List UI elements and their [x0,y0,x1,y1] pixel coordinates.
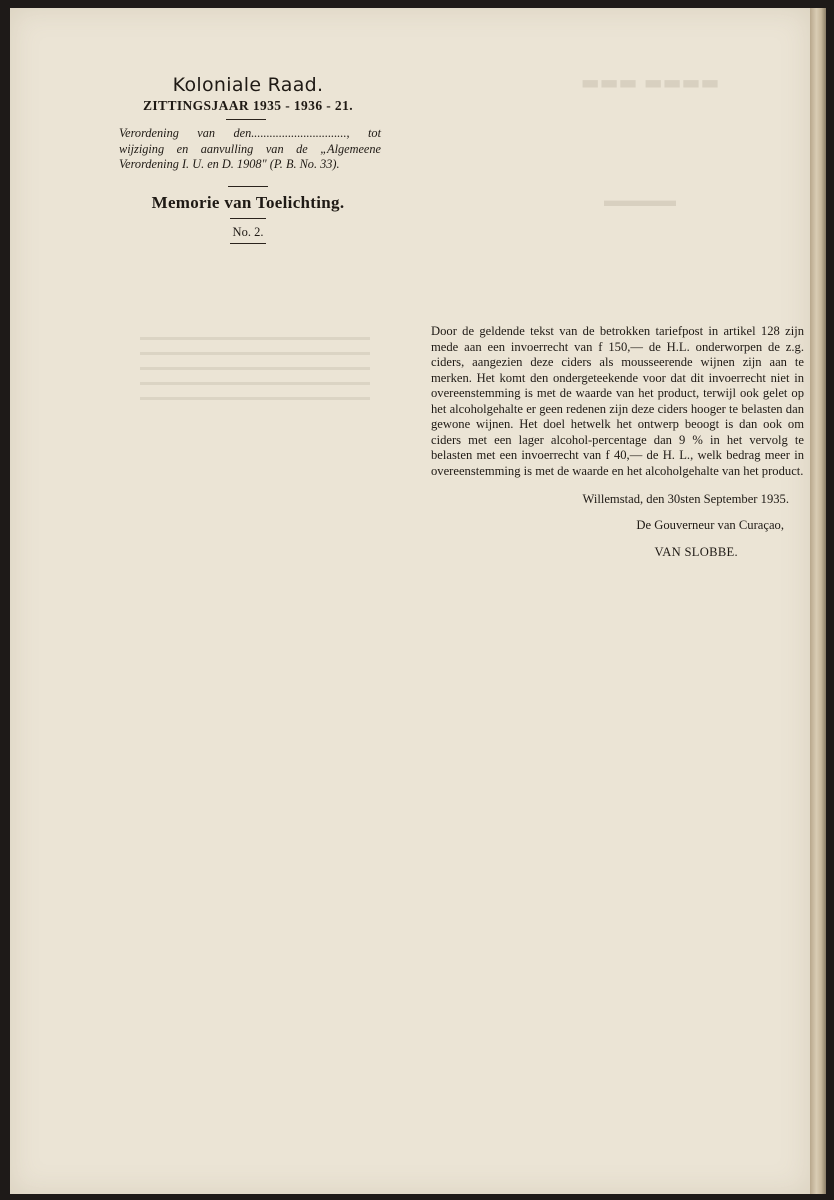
ordinance-description: Verordening van den..............................., tot wijziging en aanvulling van de „Algemeene Verordening I. U. en D. 1908" (P. B. No. 33). [119,126,381,171]
document-page [10,8,810,1194]
session-year: ZITTINGSJAAR 1935 - 1936 - 21. [142,98,354,113]
divider-top [226,119,266,120]
council-title: Koloniale Raad. [172,74,324,96]
explanatory-paragraph: Door de geldende tekst van de betrokken tariefpost in artikel 128 zijn mede aan een invoerrecht van f 150,— de H.L. onderworpen de z.g. ciders, aangezien deze ciders als mousseerende wijnen zijn aan te merken. Het komt den ondergeteekende voor dat dit invoerrecht niet in overeenstemming is met de waarde van het product, terwijl ook gelet op het alcoholgehalte er geen redenen zijn deze ciders hooger te belasten dan gewone wijnen. Het doel hetwelk het ontwerp beoogt is dan ook om ciders met een lager alcohol-percentage dan 9 % in het vervolg te belasten met een invoerrecht van f 40,— de H. L., welk bedrag meer in overeenstemming is met de waarde en het alcoholgehalte van het product. [431,324,804,478]
place-date: Willemstad, den 30sten September 1935. [582,492,789,506]
book-spine-edge [810,8,826,1194]
divider-number-bottom [230,243,266,244]
divider-number-top [230,218,266,219]
document-number: No. 2. [232,225,264,239]
divider-middle [228,186,268,187]
signatory-role: De Gouverneur van Curaçao, [636,518,784,532]
document-title: Memorie van Toelichting. [151,193,345,212]
signatory-name: VAN SLOBBE. [654,545,738,559]
